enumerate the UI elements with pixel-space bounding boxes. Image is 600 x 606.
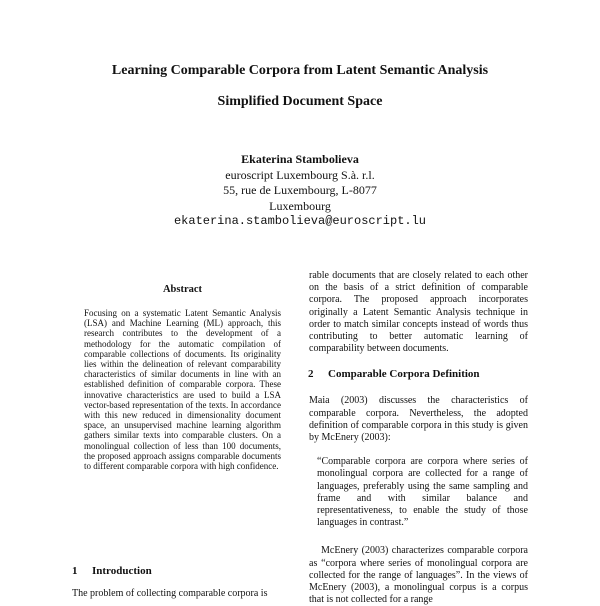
author-block <box>0 152 600 230</box>
author-address: 55, rue de Luxembourg, L-8077 <box>223 183 377 197</box>
author-city: Luxembourg <box>269 198 331 213</box>
abstract-column <box>84 284 281 471</box>
author-affiliation: euroscript Luxembourg S.à. r.l. <box>225 167 375 182</box>
author-email: ekaterina.stambolieva@euroscript.lu <box>173 214 427 228</box>
paragraph: rable documents that are closely related to each other on the basis of a strict definition of comparable corpora. The proposed approach incorporates originally a Latent Semantic Analysis technique in order to match similar concepts instead of words thus contributing to better automatic learning of comparability between documents. <box>309 270 528 355</box>
section-title: Comparable Corpora Definition <box>328 368 480 381</box>
author-name: Ekaterina Stambolieva <box>241 152 359 166</box>
paragraph: McEnery (2003) characterizes comparable corpora as “corpora where series of monolingual corpora are collected for the range of languages”. In the views of McEnery (2003), a monolingual corpus is a corpus that is not collected for a range <box>309 545 528 606</box>
introduction-text: The problem of collecting comparable corpora is <box>72 588 268 599</box>
abstract-text: Focusing on a systematic Latent Semantic Analysis (LSA) and Machine Learning (ML) approach, this research contributes to the development of a methodology for the automatic compilation of comparable collections of documents. Its originality lies within the delineation of relevant comparability characteristics of similar documents in line with an established definition of comparable corpora. These innovative characteristics are used to build a LSA vector-based representation of the texts. In accordance with this new reduced in dimensionality document space, an unsupervised machine learning algorithm gathers similar texts into comparable clusters. On a monolingual collection of less than 100 documents, the proposed approach assigns comparable documents to different comparable corpora with high confidence. <box>84 307 281 471</box>
abstract-heading: Abstract <box>162 284 203 295</box>
right-column <box>309 270 528 606</box>
paper-title-line2: Simplified Document Space <box>217 94 383 109</box>
paper-title-line1: Learning Comparable Corpora from Latent Semantic Analysis <box>111 63 489 78</box>
section-heading-comparable-corpora <box>308 369 528 381</box>
block-quote: “Comparable corpora are corpora where series of monolingual corpora are collected for a range of languages, preferably using the same sampling and frame and with similar balance and representativeness, to enable the study of those languages in contrast.” <box>317 456 528 529</box>
section-heading-introduction <box>72 565 152 577</box>
section-title: Introduction <box>92 565 152 577</box>
section-number: 1 <box>72 565 78 577</box>
section-number: 2 <box>308 368 314 381</box>
paragraph: Maia (2003) discusses the characteristics of comparable corpora. Nevertheless, the adopted definition of comparable corpora in this study is given by McEnery (2003): <box>309 395 528 443</box>
